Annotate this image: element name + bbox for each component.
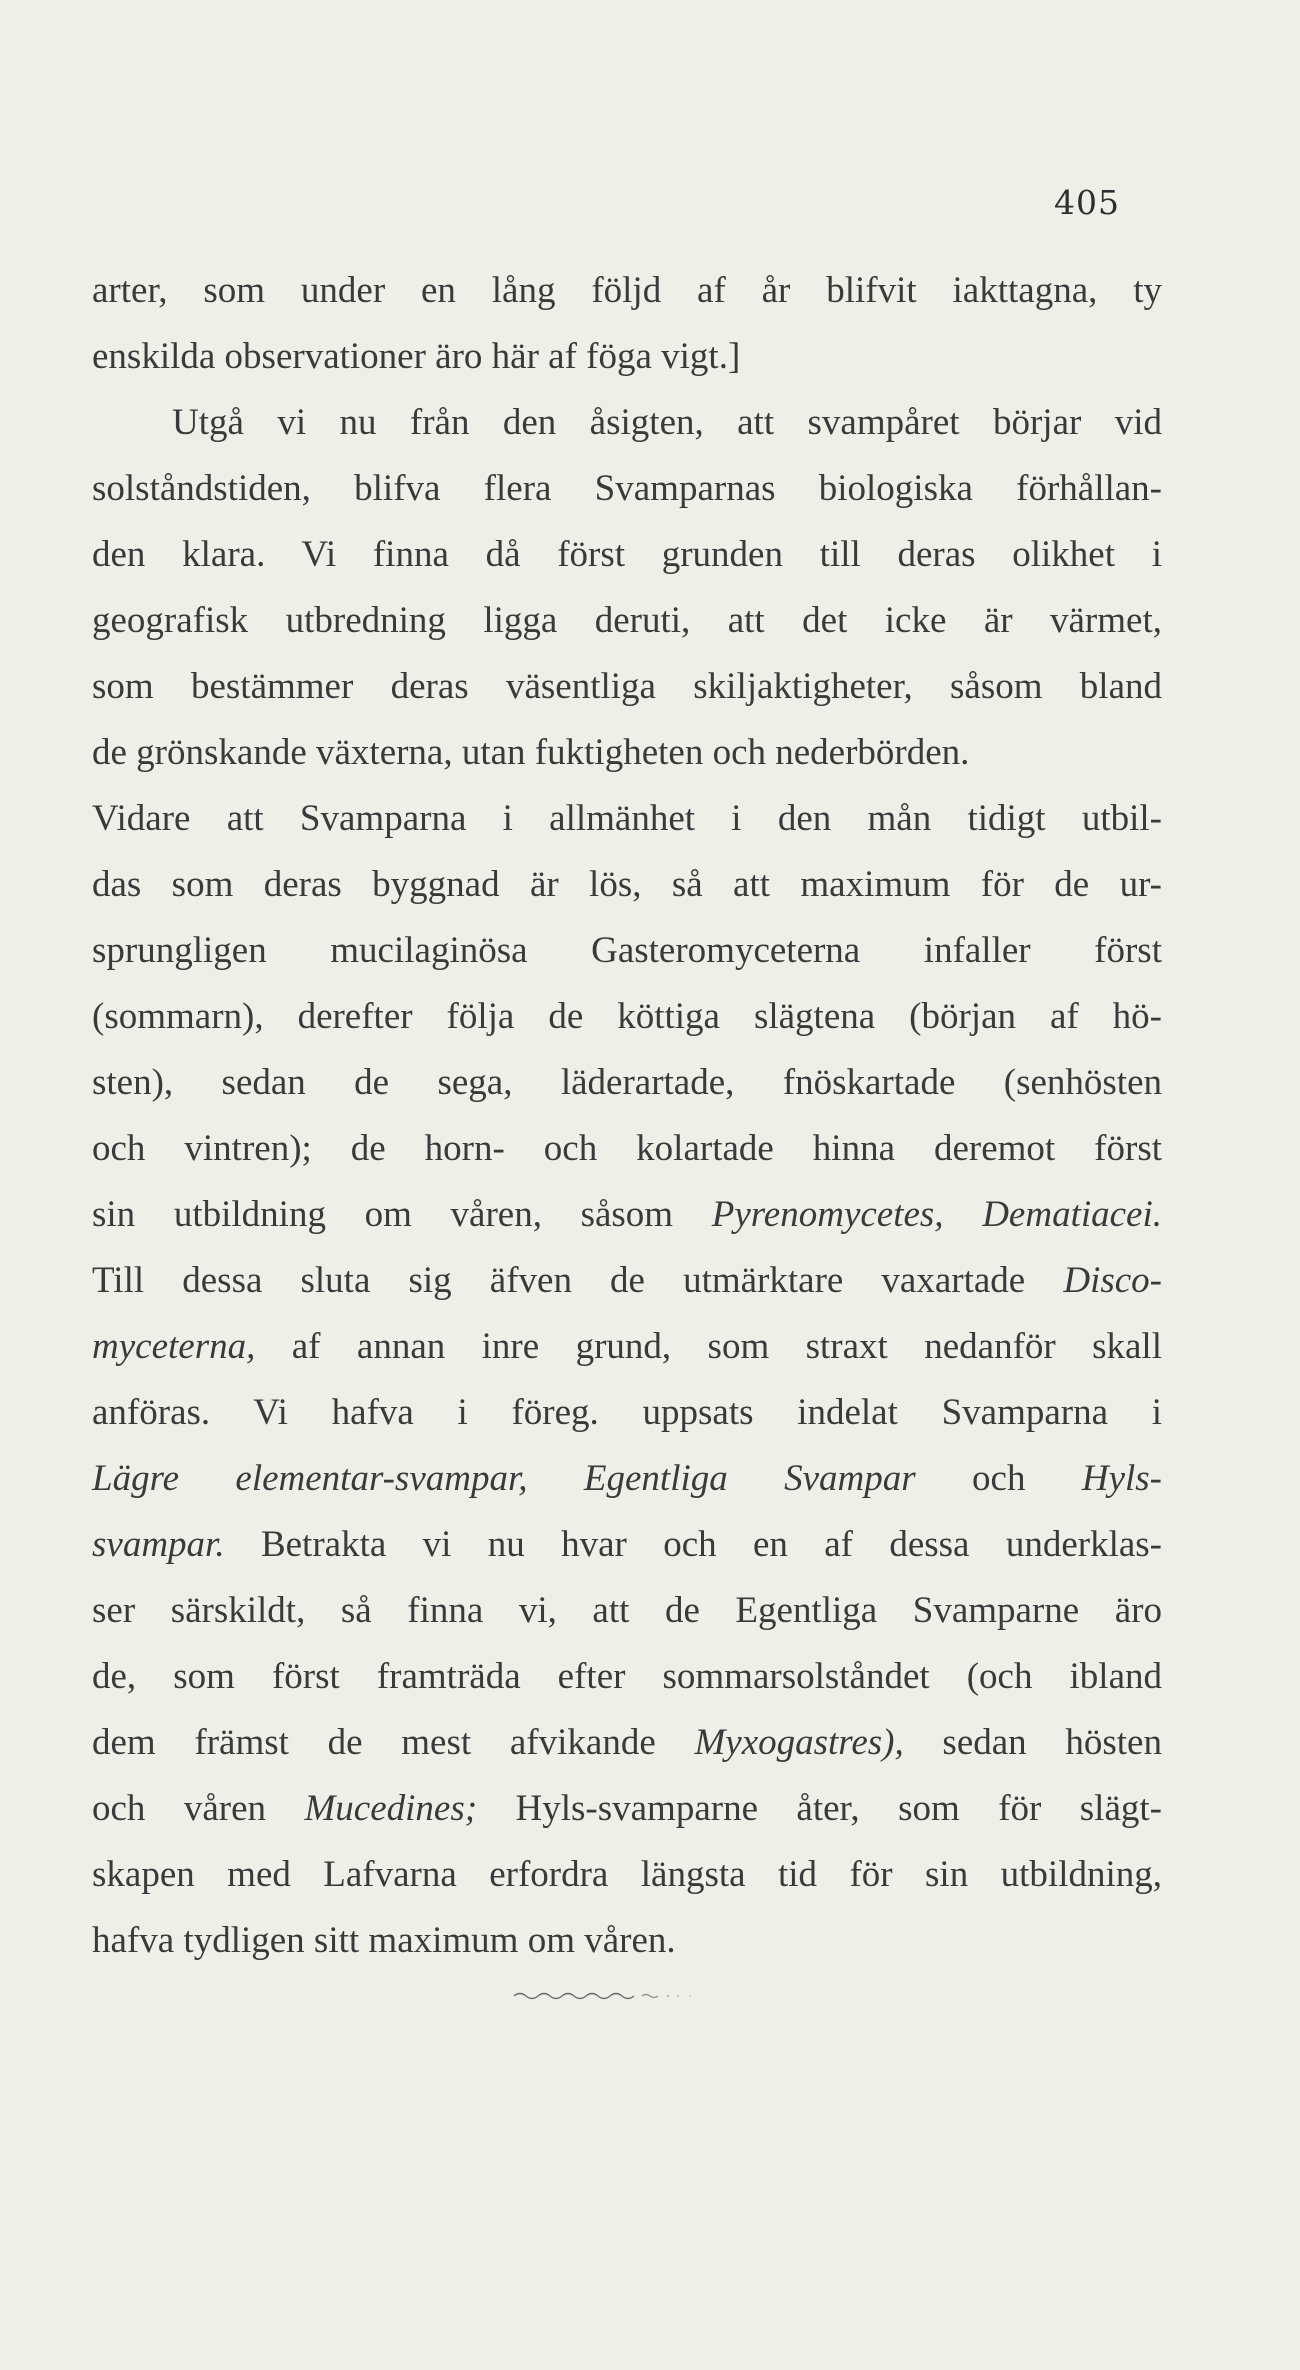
page-number: 405: [1054, 183, 1120, 222]
text-segment: arter, som under en lång följd af år blifvit iakttagna, ty: [92, 270, 1162, 311]
text-segment: Hyls-svamparne åter, som för slägt-: [477, 1788, 1162, 1829]
text-line: [92, 1710, 1162, 1776]
text-segment: och: [915, 1458, 1082, 1499]
text-segment: af annan inre grund, som straxt nedanför skall: [255, 1326, 1162, 1367]
italic-term: Pyrenomycetes, Dematiacei.: [711, 1194, 1163, 1235]
text-segment: sten), sedan de sega, läderartade, fnöskartade (senhösten: [92, 1062, 1162, 1103]
text-line: [92, 1512, 1162, 1578]
text-line: [92, 720, 1162, 786]
text-line: [92, 1116, 1162, 1182]
text-line: [92, 324, 1162, 390]
italic-term: Disco-: [1063, 1260, 1162, 1301]
text-segment: och våren: [92, 1788, 305, 1829]
text-segment: anföras. Vi hafva i föreg. uppsats indelat Svamparna i: [92, 1392, 1162, 1433]
text-line: [92, 852, 1162, 918]
text-line: [92, 1050, 1162, 1116]
text-line: [92, 1842, 1162, 1908]
text-segment: de grönskande växterna, utan fuktigheten och nederbörden.: [92, 732, 970, 773]
italic-term: Myxogastres),: [694, 1722, 904, 1763]
text-segment: das som deras byggnad är lös, så att maximum för de ur-: [92, 864, 1162, 905]
text-line: [92, 456, 1162, 522]
body-text: [92, 258, 1162, 1974]
text-segment: sprungligen mucilaginösa Gasteromyceterna infaller först: [92, 930, 1162, 971]
text-line: [92, 1908, 1162, 1974]
italic-term: Hyls-: [1081, 1458, 1162, 1499]
text-line: [92, 258, 1162, 324]
text-segment: Till dessa sluta sig äfven de utmärktare vaxartade: [92, 1260, 1064, 1301]
italic-term: Egentliga Svampar: [583, 1458, 916, 1499]
end-ornament: [512, 1990, 712, 2002]
text-segment: solståndstiden, blifva flera Svamparnas biologiska förhållan-: [92, 468, 1162, 509]
text-line: [92, 1446, 1162, 1512]
text-segment: enskilda observationer äro här af föga vigt.]: [92, 336, 741, 377]
text-segment: geografisk utbredning ligga deruti, att det icke är värmet,: [92, 600, 1162, 641]
text-segment: (sommarn), derefter följa de köttiga slägtena (början af hö-: [92, 996, 1162, 1037]
text-line: [92, 1578, 1162, 1644]
text-line: [92, 918, 1162, 984]
text-line: [92, 1248, 1162, 1314]
text-segment: hafva tydligen sitt maximum om våren.: [92, 1920, 676, 1961]
text-segment: [528, 1458, 584, 1499]
text-segment: som bestämmer deras väsentliga skiljaktigheter, såsom bland: [92, 666, 1162, 707]
text-segment: och vintren); de horn- och kolartade hinna deremot först: [92, 1128, 1162, 1169]
text-segment: de, som först framträda efter sommarsolståndet (och ibland: [92, 1656, 1162, 1697]
text-line: [92, 522, 1162, 588]
text-line: [92, 1314, 1162, 1380]
text-segment: ser särskildt, så finna vi, att de Egentliga Svamparne äro: [92, 1590, 1162, 1631]
italic-term: myceterna,: [92, 1326, 256, 1367]
text-segment: sin utbildning om våren, såsom: [92, 1194, 712, 1235]
text-segment: skapen med Lafvarna erfordra längsta tid för sin utbildning,: [92, 1854, 1162, 1895]
text-line: [92, 984, 1162, 1050]
text-line: [92, 1380, 1162, 1446]
text-segment: Utgå vi nu från den åsigten, att svampåret börjar vid: [172, 402, 1162, 443]
text-segment: dem främst de mest afvikande: [92, 1722, 695, 1763]
text-line: [92, 588, 1162, 654]
text-line: [92, 1182, 1162, 1248]
italic-term: Mucedines;: [304, 1788, 478, 1829]
text-line: [92, 1776, 1162, 1842]
text-segment: den klara. Vi finna då först grunden till deras olikhet i: [92, 534, 1162, 575]
text-line: [92, 390, 1162, 456]
text-line: [92, 786, 1162, 852]
text-segment: Betrakta vi nu hvar och en af dessa underklas-: [224, 1524, 1162, 1565]
italic-term: svampar.: [92, 1524, 225, 1565]
text-line: [92, 654, 1162, 720]
text-segment: Vidare att Svamparna i allmänhet i den mån tidigt utbil-: [92, 798, 1162, 839]
italic-term: Lägre elementar-svampar,: [92, 1458, 528, 1499]
text-line: [92, 1644, 1162, 1710]
text-segment: sedan hösten: [903, 1722, 1162, 1763]
